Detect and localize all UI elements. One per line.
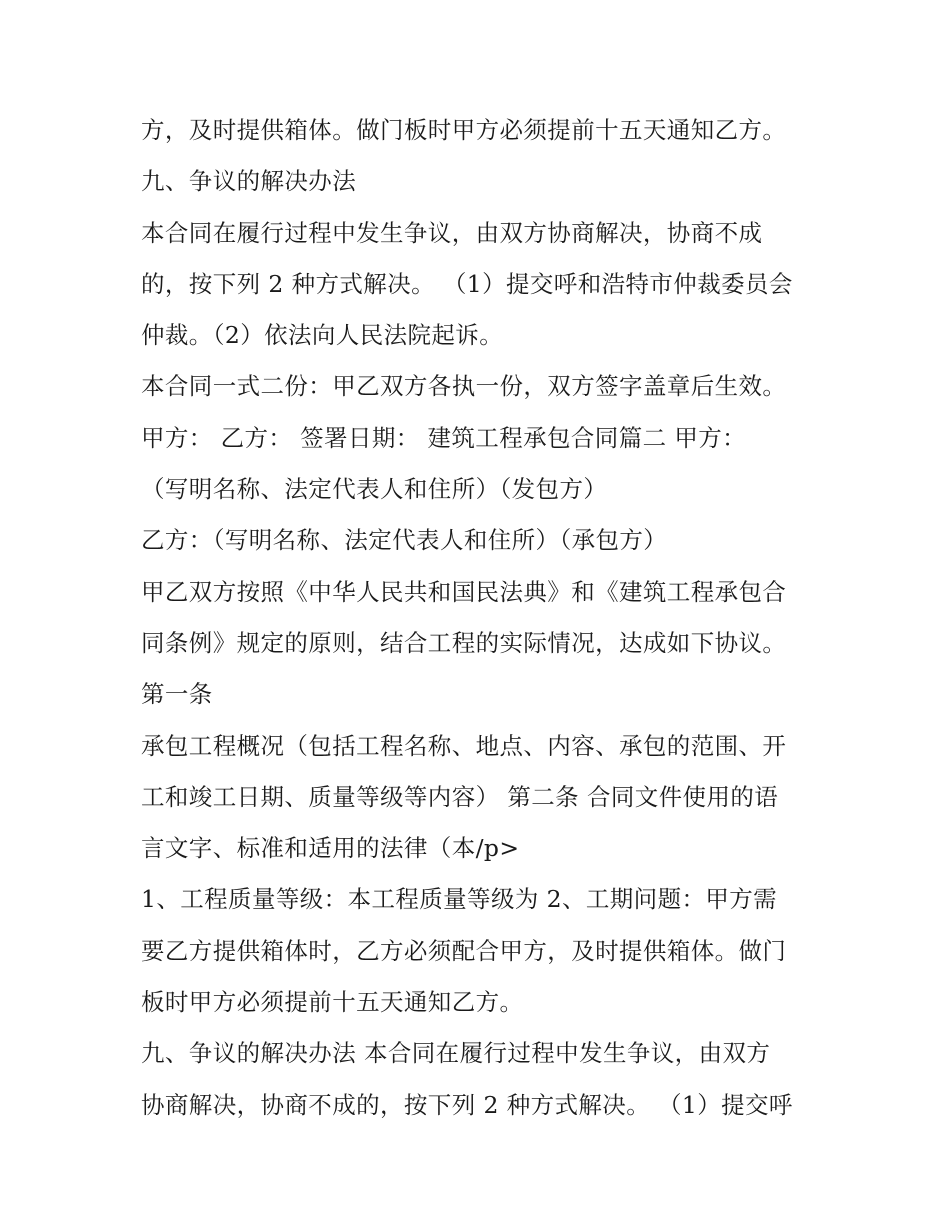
text-line: 承包工程概况（包括工程名称、地点、内容、承包的范围、开 — [141, 731, 787, 760]
text-line: 仲裁。（2）依法向人民法院起诉。 — [141, 321, 504, 350]
text-line: （写明名称、法定代表人和住所）（发包方） — [141, 475, 608, 504]
text-line: 的，按下列 2 种方式解决。 （1）提交呼和浩特市仲裁委员会 — [141, 269, 793, 298]
text-line: 本合同一式二份：甲乙双方各执一份，双方签字盖章后生效。 — [141, 372, 787, 401]
text-line: 乙方：（写明名称、法定代表人和住所）（承包方） — [141, 526, 668, 555]
text-line: 要乙方提供箱体时，乙方必须配合甲方，及时提供箱体。做门 — [141, 936, 787, 965]
text-line: 言文字、标准和适用的法律（本/p> — [141, 834, 520, 863]
section-heading: 九、争议的解决办法 — [141, 167, 357, 196]
text-line: 甲乙双方按照《中华人民共和国民法典》和《建筑工程承包合 — [141, 577, 787, 606]
text-line: 九、争议的解决办法 本合同在履行过程中发生争议，由双方 — [141, 1039, 771, 1068]
text-line: 1、工程质量等级：本工程质量等级为 2、工期问题：甲方需 — [141, 885, 778, 914]
document-body — [141, 105, 841, 1131]
text-line: 方，及时提供箱体。做门板时甲方必须提前十五天通知乙方。 — [141, 116, 787, 144]
text-line: 协商解决，协商不成的，按下列 2 种方式解决。 （1）提交呼 — [141, 1090, 793, 1119]
text-line: 甲方： 乙方： 签署日期： 建筑工程承包合同篇二 甲方： — [141, 423, 747, 452]
text-line: 本合同在履行过程中发生争议，由双方协商解决，协商不成 — [141, 218, 763, 247]
section-heading: 第一条 — [141, 680, 213, 709]
text-line: 板时甲方必须提前十五天通知乙方。 — [141, 988, 524, 1017]
text-line: 同条例》规定的原则，结合工程的实际情况，达成如下协议。 — [141, 628, 787, 657]
text-line: 工和竣工日期、质量等级等内容） 第二条 合同文件使用的语 — [141, 782, 779, 811]
